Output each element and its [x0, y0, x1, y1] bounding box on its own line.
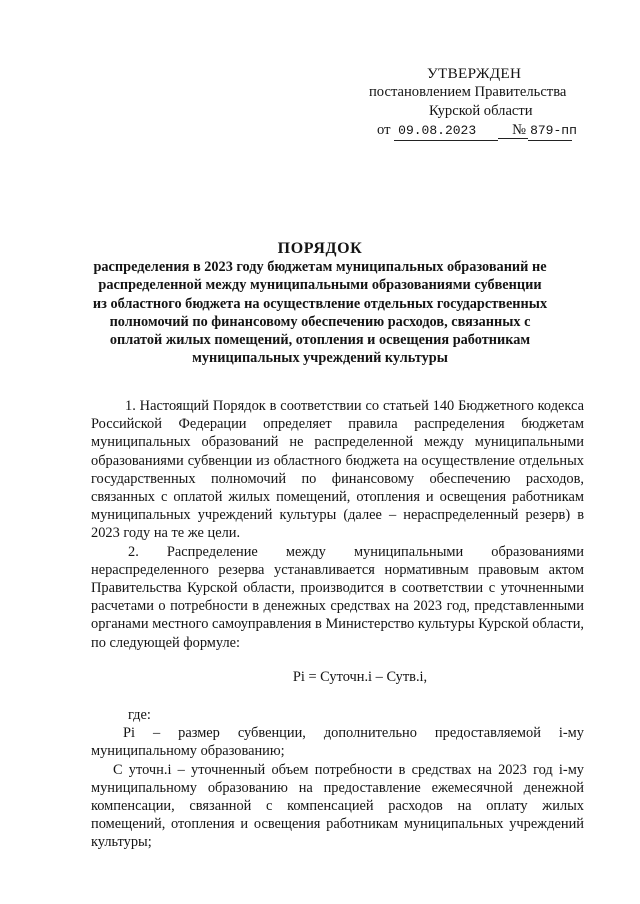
approval-number: 879-пп	[528, 121, 572, 141]
subtitle-line: распределения в 2023 году бюджетам муниципальных образований не	[93, 259, 547, 275]
approval-date-line	[340, 121, 600, 141]
subtitle-line: из областного бюджета на осуществление отдельных государственных	[92, 295, 548, 312]
subtitle-line: оплатой жилых помещений, отопления и освещения работникам	[109, 332, 531, 349]
date-prefix: от	[377, 122, 391, 138]
subtitle-line: полномочий по финансовому обеспечению расходов, связанных с	[109, 313, 531, 330]
paragraph-2: 2. Распределение между муниципальными образованиями нераспределенного резерва устанавливается нормативным правовым актом Правительства Курской области, производится в соответствии с уточненными расчетами о потребности в денежных средствах на 2023 год, представленными органами местного самоуправления в Министерство культуры Курской области, по следующей формуле:	[91, 543, 584, 651]
formula: Pi = Суточн.i – Сутв.i,	[292, 668, 428, 685]
definition-c-utochn: С уточн.i – уточненный объем потребности в средствах на 2023 год i-му муниципальному образованию на предоставление ежемесячной денежной компенсации, связанной с компенсацией расходов на оплату жилых помещений, отопления и освещения работникам муниципальных учреждений культуры;	[91, 761, 584, 851]
approval-date: 09.08.2023	[394, 121, 498, 141]
number-prefix: №	[498, 122, 528, 139]
approval-heading: УТВЕРЖДЕН	[427, 65, 522, 82]
approval-stamp	[340, 64, 600, 141]
paragraph-1: 1. Настоящий Порядок в соответствии со статьей 140 Бюджетного кодекса Российской Федерации определяет правила распределения бюджетам муниципальных образований не распределенной между муниципальными образованиями субвенции из областного бюджета на осуществление отдельных государственных полномочий по финансовому обеспечению расходов, связанных с оплатой жилых помещений, отопления и освещения работникам муниципальных учреждений культуры (далее – нераспределенный резерв) в 2023 году на те же цели.	[91, 398, 584, 542]
document-title: ПОРЯДОК	[277, 240, 363, 257]
subtitle-line: муниципальных учреждений культуры	[192, 350, 448, 367]
document-subtitle	[60, 258, 580, 368]
approval-resolution: постановлением Правительства	[369, 84, 567, 100]
definition-pi: Pi – размер субвенции, дополнительно предоставляемой i-му муниципальному образованию;	[91, 725, 584, 760]
approval-region: Курской области	[429, 103, 533, 119]
subtitle-line: распределенной между муниципальными образованиями субвенции	[98, 277, 542, 294]
where-label: где:	[128, 707, 151, 724]
document-body	[91, 397, 584, 852]
